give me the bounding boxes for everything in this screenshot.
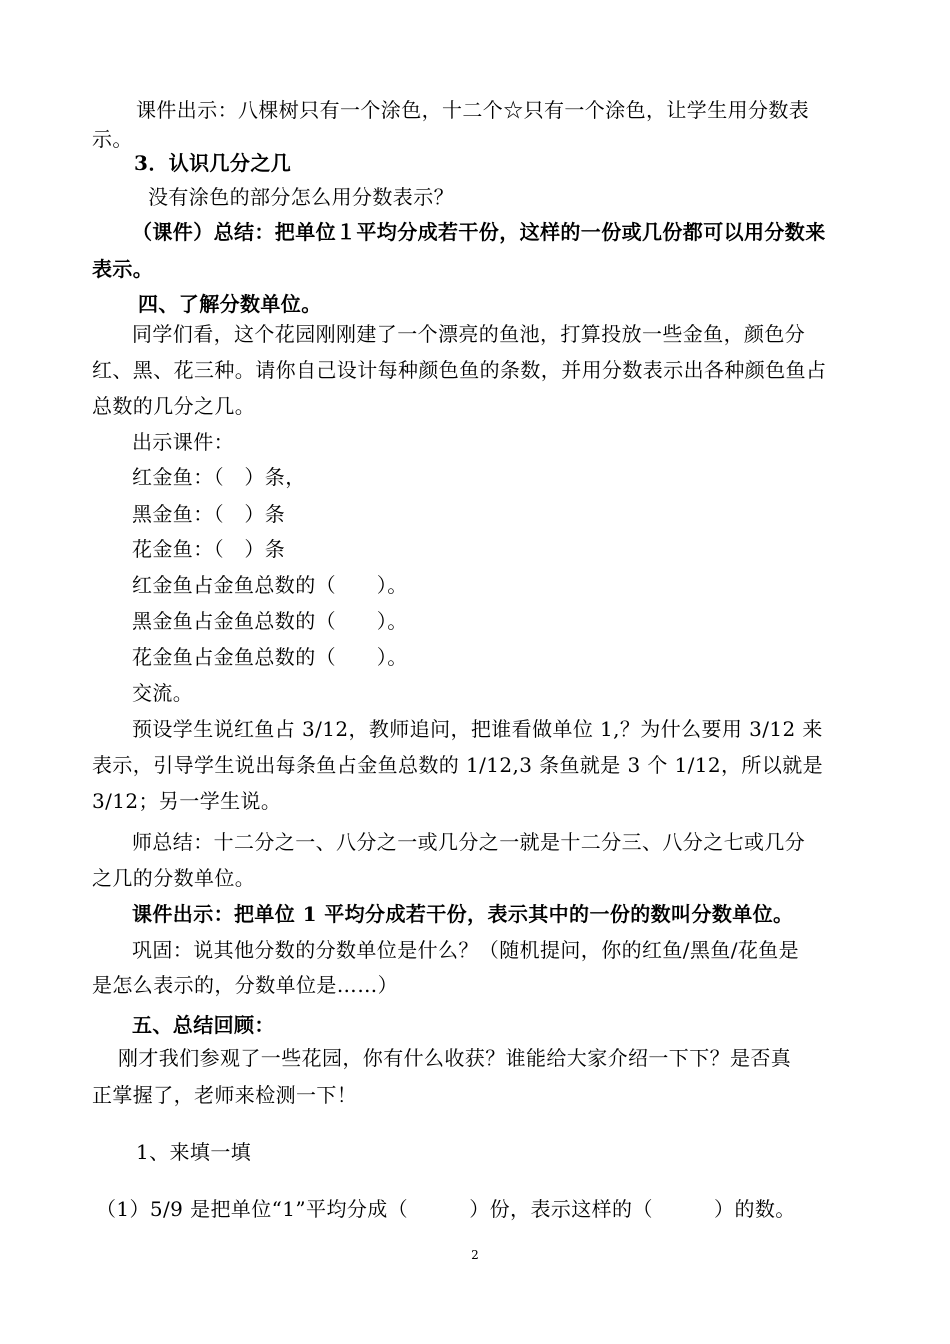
mixed-fish-fraction: 花金鱼占金鱼总数的（ ）。 [132, 645, 408, 669]
exercise-item-1: （1）5/9 是把单位“1”平均分成（ ）份，表示这样的（ ）的数。 [96, 1197, 796, 1221]
paragraph-review: 刚才我们参观了一些花园，你有什么收获？谁能给大家介绍一下下？是否真 [118, 1046, 792, 1070]
black-fish-fraction: 黑金鱼占金鱼总数的（ ）。 [132, 609, 408, 633]
paragraph-question: 没有涂色的部分怎么用分数表示？ [148, 185, 454, 209]
mixed-fish-count: 花金鱼：（ ）条 [132, 537, 286, 561]
heading-section-3: 3．认识几分之几 [134, 151, 292, 175]
heading-section-5: 五、总结回顾： [132, 1013, 275, 1037]
page-number: 2 [471, 1248, 479, 1262]
paragraph-teacher-summary: 师总结：十二分之一、八分之一或几分之一就是十二分三、八分之七或几分 [132, 830, 806, 854]
paragraph-fish-pond-cont2: 总数的几分之几。 [92, 394, 256, 418]
paragraph-courseware-intro: 课件出示：八棵树只有一个涂色，十二个☆只有一个涂色，让学生用分数表 [136, 98, 810, 122]
paragraph-courseware-intro-cont: 示。 [92, 127, 133, 151]
paragraph-preset-cont1: 表示，引导学生说出每条鱼占金鱼总数的 1/12,3 条鱼就是 3 个 1/12，所以就是 [92, 753, 824, 777]
red-fish-count: 红金鱼：（ ）条， [132, 465, 306, 489]
paragraph-definition: 课件出示：把单位 1 平均分成若干份，表示其中的一份的数叫分数单位。 [132, 902, 794, 926]
paragraph-fish-pond-cont1: 红、黑、花三种。请你自己设计每种颜色鱼的条数，并用分数表示出各种颜色鱼占 [92, 358, 827, 382]
paragraph-preset: 预设学生说红鱼占 3/12，教师追问，把谁看做单位 1,？为什么要用 3/12 来 [132, 717, 823, 741]
paragraph-exchange: 交流。 [132, 681, 194, 705]
paragraph-summary: （课件）总结：把单位１平均分成若干份，这样的一份或几份都可以用分数来 [132, 220, 826, 244]
black-fish-count: 黑金鱼：（ ）条 [132, 502, 286, 526]
paragraph-review-cont: 正掌握了，老师来检测一下！ [92, 1083, 358, 1107]
exercise-heading: 1、来填一填 [136, 1140, 252, 1164]
paragraph-preset-cont2: 3/12；另一学生说。 [92, 789, 282, 813]
paragraph-teacher-summary-cont: 之几的分数单位。 [92, 866, 256, 890]
paragraph-summary-cont: 表示。 [92, 257, 154, 281]
red-fish-fraction: 红金鱼占金鱼总数的（ ）。 [132, 573, 408, 597]
heading-section-4: 四、了解分数单位。 [138, 292, 322, 316]
paragraph-fish-pond: 同学们看，这个花园刚刚建了一个漂亮的鱼池，打算投放一些金鱼，颜色分 [132, 322, 806, 346]
paragraph-consolidate: 巩固：说其他分数的分数单位是什么？（随机提问，你的红鱼/黑鱼/花鱼是 [132, 938, 800, 962]
courseware-label: 出示课件： [132, 430, 234, 454]
paragraph-consolidate-cont: 是怎么表示的，分数单位是……） [92, 973, 398, 997]
